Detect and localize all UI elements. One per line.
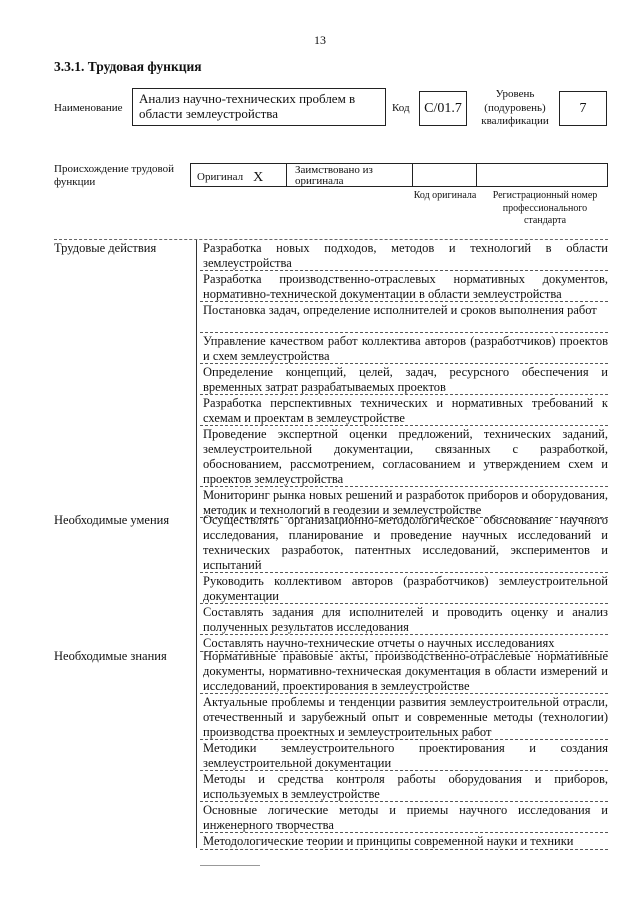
list-item: Разработка производственно-отраслевых нормативных документов, нормативно-технической документации в области землеустройства: [200, 271, 608, 302]
origin-borrowed-cell: Заимствовано из оригинала: [287, 164, 413, 186]
name-label: Наименование: [54, 102, 123, 114]
list-item: Постановка задач, определение исполнителей и сроков выполнения работ: [200, 302, 608, 333]
list-item: Разработка новых подходов, методов и технологий в области землеустройства: [200, 240, 608, 271]
group-label-knowledge: Необходимые знания: [54, 649, 167, 663]
list-item: Управление качеством работ коллектива авторов (разработчиков) проектов и схем землеустройства: [200, 333, 608, 364]
list-item: Осуществлять организационно-методологическое обоснование научного исследования, планирование и проведение научных исследований и технических разработок, патентных исследований, экспериментов и испытаний: [200, 512, 608, 573]
code-label: Код: [392, 102, 410, 114]
list-item: Составлять задания для исполнителей и проводить оценку и анализ полученных результатов исследования: [200, 604, 608, 635]
list-item: Методы и средства контроля работы оборудования и приборов, используемых в землеустройстве: [200, 771, 608, 802]
list-item: Актуальные проблемы и тенденции развития землеустроительной отрасли, отечественный и зарубежный опыт и современные методы (технологии) производства проектных и землеустроительных работ: [200, 694, 608, 740]
section-title: 3.3.1. Трудовая функция: [54, 59, 202, 74]
list-item: Разработка перспективных технических и нормативных требований к схемам и проектам в землеустройстве: [200, 395, 608, 426]
qualification-level-box: 7: [559, 91, 607, 126]
original-mark: X: [253, 170, 264, 185]
origin-code-cell: [413, 164, 477, 186]
page-number: 13: [314, 33, 326, 47]
function-name-box: Анализ научно-технических проблем в области землеустройства: [132, 88, 386, 126]
table-column-divider: [196, 240, 197, 848]
list-item: Методологические теории и принципы современной науки и техники: [200, 833, 608, 850]
origin-table: [190, 163, 608, 187]
list-item: Определение концепций, целей, задач, ресурсного обеспечения и временных затрат разрабатываемых проектов: [200, 364, 608, 395]
list-item: Мониторинг рынка новых решений и разработок приборов и оборудования, методик и технологий в геодезии и землеустройстве: [200, 487, 608, 518]
registration-number-caption: Регистрационный номер профессионального стандарта: [492, 190, 598, 226]
code-original-caption: Код оригинала: [413, 190, 477, 201]
list-item: Проведение экспертной оценки предложений, технических заданий, землеустроительной документации, связанных с разработкой, обоснованием, рассмотрением, согласованием и утверждением схем и проектов землеустройства: [200, 426, 608, 487]
code-value-box: C/01.7: [419, 91, 467, 126]
list-item: Нормативные правовые акты, производственно-отраслевые нормативные документы, нормативно-техническая документация в области измерений и исследований, проектирования в землеустройстве: [200, 648, 608, 694]
origin-original-cell: [191, 164, 287, 186]
group-label-skills: Необходимые умения: [54, 513, 170, 527]
list-item: Методики землеустроительного проектирования и создания землеустроительной документации: [200, 740, 608, 771]
origin-reg-number-cell: [477, 164, 607, 186]
list-item: Основные логические методы и приемы научного исследования и инженерного творчества: [200, 802, 608, 833]
list-item: Руководить коллективом авторов (разработчиков) землеустроительной документации: [200, 573, 608, 604]
group-label-labor-actions: Трудовые действия: [54, 241, 157, 255]
origin-label: Происхождение трудовой функции: [54, 163, 175, 188]
original-label: Оригинал: [197, 171, 244, 183]
qualification-level-label: Уровень (подуровень) квалификации: [481, 88, 549, 127]
bottom-rule: [200, 865, 260, 866]
list-item: Составлять научно-технические отчеты о научных исследованиях: [200, 635, 608, 652]
